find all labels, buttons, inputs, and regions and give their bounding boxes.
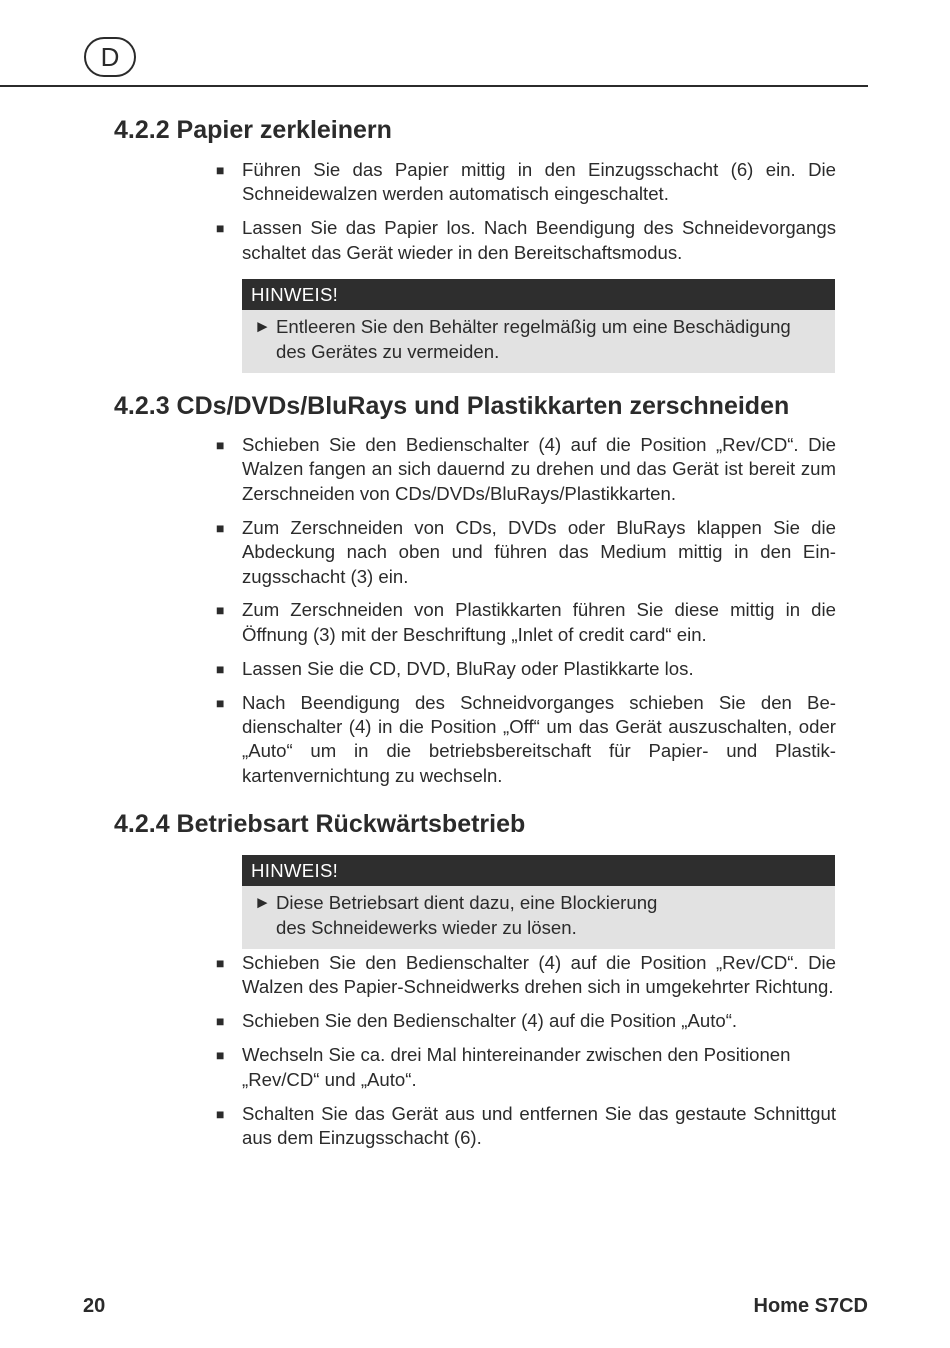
list-item bbox=[214, 951, 836, 1000]
language-label: D bbox=[100, 42, 120, 72]
square-bullet-icon: ■ bbox=[216, 162, 225, 178]
note-box-reverse bbox=[242, 855, 835, 949]
list-item-text: Schieben Sie den Bedienschalter (4) auf die Position „Auto“. bbox=[242, 1010, 738, 1032]
section-heading-paper: 4.2.2 Papier zerkleinern bbox=[114, 116, 392, 144]
note-label: HINWEIS! bbox=[242, 855, 835, 886]
header-rule bbox=[0, 85, 868, 87]
list-item-text: Nach Beendigung des Schneidvorganges schieben Sie den Bedienschalter (4) in die Position „Off“ um das Gerät auszuschalten, oder „Auto“ um in die betriebsbereitschaft für Papier- und Plastikkartenvernichtung zu wechseln. bbox=[242, 691, 836, 786]
list-item bbox=[214, 598, 836, 647]
note-item bbox=[254, 891, 823, 941]
square-bullet-icon: ■ bbox=[216, 1013, 225, 1030]
list-item bbox=[214, 1009, 836, 1033]
section-heading-reverse: 4.2.4 Betriebsart Rückwärtsbetrieb bbox=[114, 810, 526, 838]
list-item bbox=[214, 1043, 836, 1092]
note-text-line-1: Diese Betriebsart dient dazu, eine Blockierung bbox=[276, 892, 658, 913]
language-badge bbox=[84, 37, 136, 77]
list-item-text: Schieben Sie den Bedienschalter (4) auf die Position „Rev/CD“. Die Walzen des Papier-Schneidwerks drehen sich in umgekehrter Richtung. bbox=[242, 952, 836, 998]
product-name: Home S7CD bbox=[753, 1295, 868, 1317]
list-item-text: Lassen Sie das Papier los. Nach Beendigung des Schneidevorgangs schaltet das Gerät wieder in den Bereitschaftsmodus. bbox=[242, 217, 836, 263]
list-item bbox=[214, 691, 836, 789]
bullet-list-paper bbox=[214, 158, 836, 275]
list-item bbox=[214, 1102, 836, 1151]
page-number: 20 bbox=[83, 1295, 106, 1317]
list-item-text: Schieben Sie den Bedienschalter (4) auf die Position „Rev/CD“. Die Walzen fangen an sich dauernd zu drehen und das Gerät ist bereit zum Zerschneiden von CDs/DVDs/BluRays/Plastikkarten. bbox=[242, 434, 836, 504]
square-bullet-icon: ■ bbox=[216, 1105, 225, 1122]
list-item-text: Zum Zerschneiden von CDs, DVDs oder BluRays klappen Sie die Abdeckung nach oben und führen das Medium mittig in den Einzugsschacht (3) ein. bbox=[242, 516, 836, 587]
square-bullet-icon: ■ bbox=[216, 220, 225, 237]
list-item bbox=[214, 657, 836, 681]
list-item bbox=[214, 158, 836, 207]
arrow-right-icon: ► bbox=[254, 317, 271, 336]
list-item bbox=[214, 433, 836, 506]
square-bullet-icon: ■ bbox=[216, 437, 225, 453]
note-label: HINWEIS! bbox=[242, 279, 835, 310]
note-text-line-2: des Schneidewerks wieder zu lösen. bbox=[276, 916, 577, 938]
square-bullet-icon: ■ bbox=[216, 660, 225, 677]
note-box-paper bbox=[242, 279, 835, 373]
arrow-right-icon: ► bbox=[254, 893, 271, 912]
note-text: Entleeren Sie den Behälter regelmäßig um eine Beschädigung des Gerätes zu vermeiden. bbox=[276, 316, 791, 362]
square-bullet-icon: ■ bbox=[216, 955, 225, 971]
note-body bbox=[242, 886, 835, 949]
square-bullet-icon: ■ bbox=[216, 519, 225, 536]
note-item bbox=[254, 315, 823, 365]
list-item-text: Zum Zerschneiden von Plastikkarten führen Sie diese mittig in die Öffnung (3) mit der Beschriftung „Inlet of credit card“ ein. bbox=[242, 599, 836, 645]
list-item bbox=[214, 516, 836, 589]
section-heading-cds: 4.2.3 CDs/DVDs/BluRays und Plastikkarten zerschneiden bbox=[114, 392, 790, 420]
square-bullet-icon: ■ bbox=[216, 602, 225, 619]
square-bullet-icon: ■ bbox=[216, 1047, 225, 1064]
list-item-text: Lassen Sie die CD, DVD, BluRay oder Plastikkarte los. bbox=[242, 657, 694, 679]
list-item bbox=[214, 216, 836, 265]
bullet-list-cds bbox=[214, 433, 836, 798]
list-item-text: Führen Sie das Papier mittig in den Einzugsschacht (6) ein. Die Schneidewalzen werden automatisch eingeschaltet. bbox=[242, 159, 836, 205]
bullet-list-reverse bbox=[214, 951, 836, 1160]
list-item-text: Wechseln Sie ca. drei Mal hintereinander zwischen den Positionen „Rev/CD“ und „Auto“. bbox=[242, 1044, 791, 1090]
list-item-text: Schalten Sie das Gerät aus und entfernen Sie das gestaute Schnittgut aus dem Einzugsschacht (6). bbox=[242, 1102, 836, 1148]
note-body bbox=[242, 310, 835, 373]
square-bullet-icon: ■ bbox=[216, 694, 225, 711]
